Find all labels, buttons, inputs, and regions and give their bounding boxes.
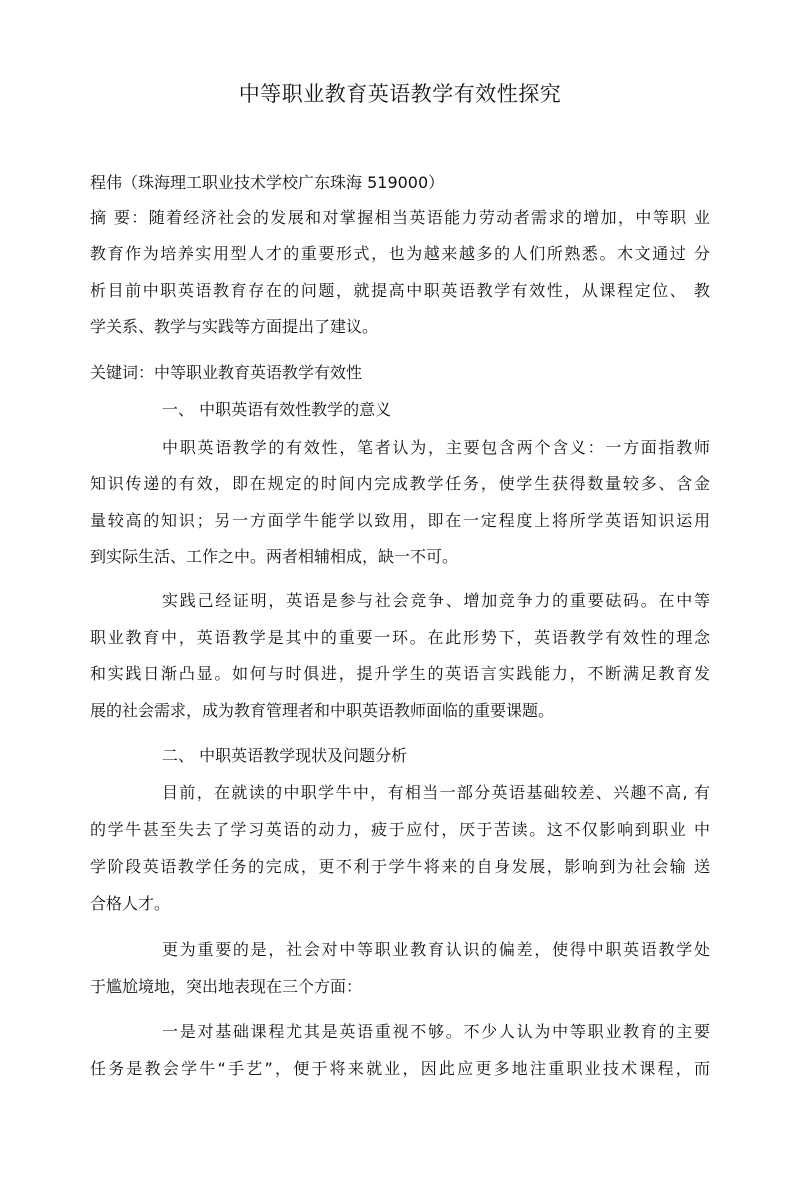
paragraph-line: 的学牛甚至失去了学习英语的动力，疲于应付，厌于苦读。这不仅影响到职业 中 <box>90 820 710 839</box>
abstract-line: 摘 要：随着经济社会的发展和对掌握相当英语能力劳动者需求的增加，中等职 业 <box>90 208 710 227</box>
section-heading: 一、 中职英语有效性教学的意义 <box>162 400 392 419</box>
author-line: 程伟（珠海理工职业技术学校广东珠海 519000） <box>90 173 445 192</box>
paragraph-line: 量较高的知识；另一方面学牛能学以致用，即在一定程度上将所学英语知识运用 <box>90 511 710 530</box>
paragraph-line: 学阶段英语教学任务的完成，更不利于学牛将来的自身发展，影响到为社会输 送 <box>90 857 710 876</box>
paragraph-line: 于尴尬境地，突出地表现在三个方面： <box>90 977 363 996</box>
abstract-line: 教育作为培养实用型人才的重要形式，也为越来越多的人们所熟悉。木文通过 分 <box>90 244 710 263</box>
paragraph-line: 和实践日渐凸显。如何与时俱进，提升学生的英语言实践能力，不断满足教育发 <box>90 664 710 683</box>
document-title: 中等职业教育英语教学有效性探究 <box>238 82 562 106</box>
paragraph-line: 到实际生活、工作之中。两者相辅相成，缺一不可。 <box>90 547 459 566</box>
paragraph-line: 职业教育中，英语教学是其中的重要一环。在此形势下，英语教学有效性的理念 <box>90 628 710 647</box>
paragraph-line: 中职英语教学的有效性，笔者认为，主要包含两个含义：一方面指教师 <box>162 438 710 457</box>
abstract-line: 析目前中职英语教育存在的问题，就提高中职英语教学有效性，从课程定位、 教 <box>90 281 710 300</box>
paragraph-line: 合格人才。 <box>90 894 171 913</box>
paragraph-line: 更为重要的是，社会对中等职业教育认识的偏差，使得中职英语教学处 <box>162 940 710 959</box>
paragraph-line: 一是对基础课程尤其是英语重视不够。不少人认为中等职业教育的主要 <box>162 1022 710 1041</box>
paragraph-line: 知识传递的有效，即在规定的时间内完成教学任务，使学生获得数量较多、含金 <box>90 474 710 493</box>
paragraph-line: 目前，在就读的中职学牛中，有相当一部分英语基础较差、兴趣不高, 有 <box>162 783 710 802</box>
paragraph-line: 任务是教会学牛“手艺”，便于将来就业，因此应更多地注重职业技术课程，而 <box>90 1059 710 1078</box>
abstract-line: 学关系、教学与实践等方面提出了建议。 <box>90 317 379 336</box>
section-heading: 二、 中职英语教学现状及问题分析 <box>162 746 408 765</box>
keywords-line: 关键词：中等职业教育英语教学有效性 <box>90 363 363 382</box>
paragraph-line: 实践己经证明，英语是参与社会竞争、增加竞争力的重要砝码。在中等 <box>162 591 710 610</box>
paragraph-line: 展的社会需求，成为教育管理者和中职英语教师面临的重要课题。 <box>90 701 555 720</box>
